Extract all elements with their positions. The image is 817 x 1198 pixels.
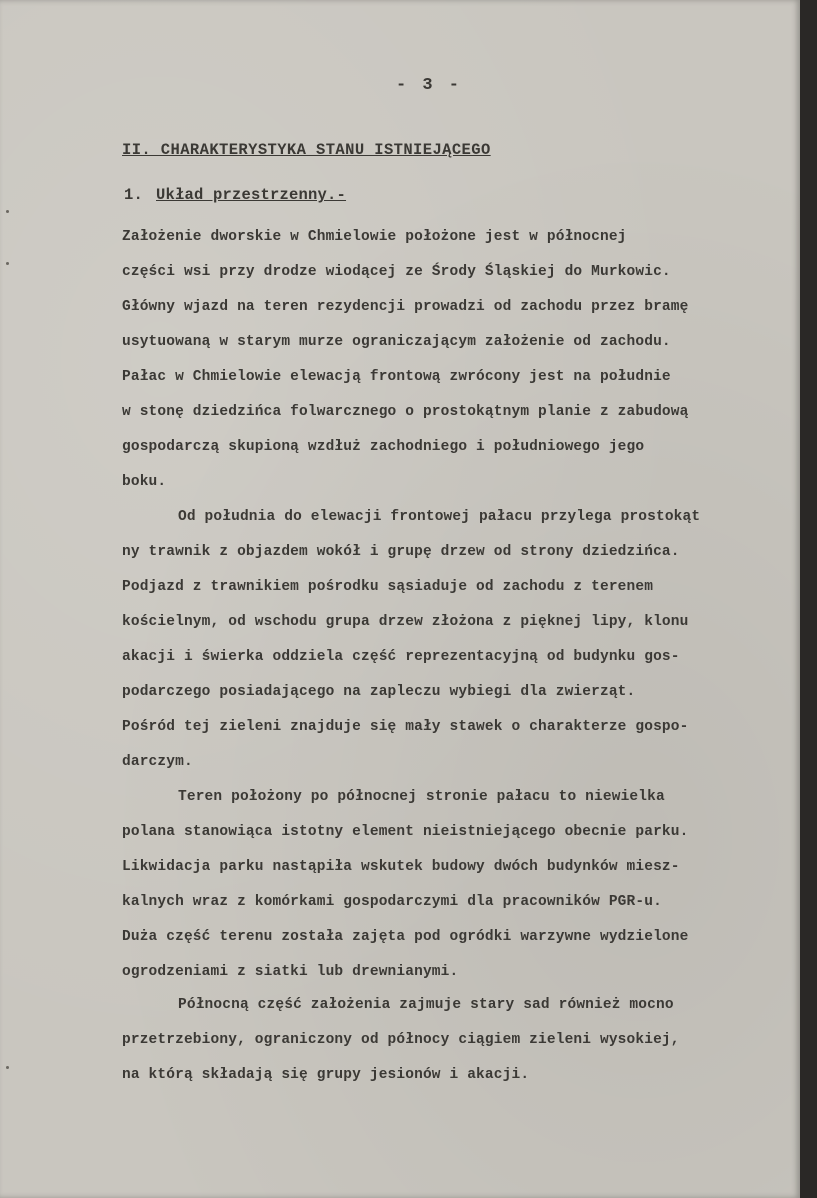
- punch-mark: [6, 262, 9, 265]
- text-line: Główny wjazd na teren rezydencji prowadzi od zachodu przez bramę: [122, 299, 689, 315]
- text-line: Podjazd z trawnikiem pośrodku sąsiaduje od zachodu z terenem: [122, 579, 654, 595]
- text-line: Północną część założenia zajmuje stary sad również mocno: [178, 997, 674, 1013]
- punch-mark: [6, 210, 9, 213]
- text-line: gospodarczą skupioną wzdłuż zachodniego i południowego jego: [122, 439, 645, 455]
- text-line: Pałac w Chmielowie elewacją frontową zwrócony jest na południe: [122, 369, 671, 385]
- punch-mark: [6, 1066, 9, 1069]
- text-line: Likwidacja parku nastąpiła wskutek budowy dwóch budynków miesz-: [122, 859, 680, 875]
- subsection-number: 1.: [124, 186, 144, 204]
- text-line: darczym.: [122, 754, 193, 770]
- text-line: kalnych wraz z komórkami gospodarczymi dla pracowników PGR-u.: [122, 894, 662, 910]
- page-number: - 3 -: [396, 76, 463, 95]
- subsection-title: Układ przestrzenny.-: [156, 186, 347, 204]
- text-line: Teren położony po północnej stronie pałacu to niewielka: [178, 789, 665, 805]
- text-line: ny trawnik z objazdem wokół i grupę drzew od strony dziedzińca.: [122, 544, 680, 560]
- text-line: Od południa do elewacji frontowej pałacu przylega prostokąt: [178, 509, 701, 525]
- text-line: ogrodzeniami z siatki lub drewnianymi.: [122, 964, 459, 980]
- text-line: Duża część terenu została zajęta pod ogródki warzywne wydzielone: [122, 929, 689, 945]
- text-line: części wsi przy drodze wiodącej ze Środy Śląskiej do Murkowic.: [122, 264, 671, 280]
- text-line: przetrzebiony, ograniczony od północy ciągiem zieleni wysokiej,: [122, 1032, 680, 1048]
- text-line: Założenie dworskie w Chmielowie położone jest w północnej: [122, 229, 627, 245]
- text-line: Pośród tej zieleni znajduje się mały stawek o charakterze gospo-: [122, 719, 689, 735]
- text-line: w stonę dziedzińca folwarcznego o prostokątnym planie z zabudową: [122, 404, 689, 420]
- section-title: II. CHARAKTERYSTYKA STANU ISTNIEJĄCEGO: [122, 141, 491, 159]
- text-line: kościelnym, od wschodu grupa drzew złożona z pięknej lipy, klonu: [122, 614, 689, 630]
- text-line: akacji i świerka oddziela część reprezentacyjną od budynku gos-: [122, 649, 680, 665]
- text-line: polana stanowiąca istotny element nieistniejącego obecnie parku.: [122, 824, 689, 840]
- text-line: boku.: [122, 474, 167, 490]
- text-line: podarczego posiadającego na zapleczu wybiegi dla zwierząt.: [122, 684, 636, 700]
- text-line: usytuowaną w starym murze ograniczającym założenie od zachodu.: [122, 334, 671, 350]
- text-line: na którą składają się grupy jesionów i akacji.: [122, 1067, 530, 1083]
